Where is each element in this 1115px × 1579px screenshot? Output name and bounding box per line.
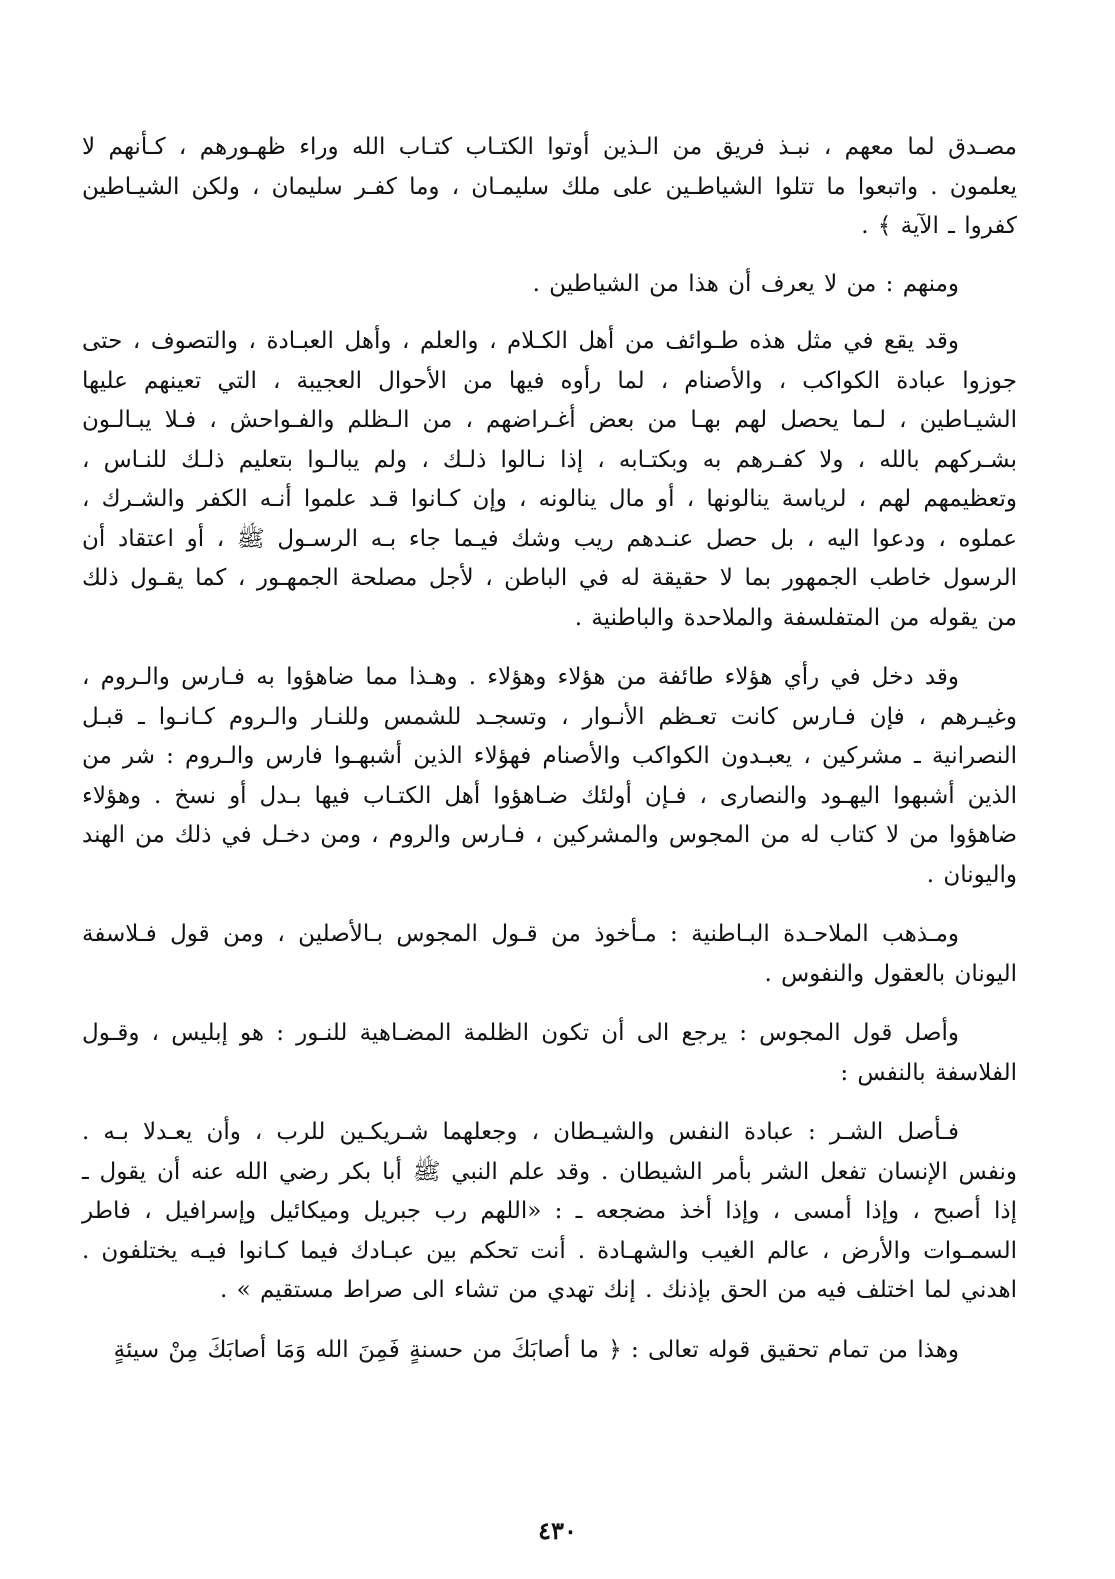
paragraph: وأصل قول المجوس : يرجع الى أن تكون الظلمة المضـاهية للنـور : هو إبليس ، وقـول الفلاسفة بالنفس : [82,1020,1017,1086]
paragraph: ومـذهب الملاحـدة البـاطنية : مـأخوذ من قـول المجوس بـالأصلين ، ومن قول فـلاسفة اليونان بالعقول والنفوس . [82,921,1017,987]
paragraph: وقد دخل في رأي هؤلاء طائفة من هؤلاء وهؤلاء . وهـذا مما ضاهؤوا به فـارس والـروم ، وغيـرهم ، فإن فـارس كانت تعـظم الأنـوار ، وتسجـد للشمس وللنـار والـروم كـانـوا ـ قبـل النصرانية ـ مشركين ، يعبـدون الكواكب والأصنام فهؤلاء الذين أشبهـوا فارس والـروم : شر من الذين أشبهوا اليهـود والنصارى ، فـإن أولئك ضـاهؤوا أهل الكتـاب فيها بـدل أو نسخ . وهؤلاء ضاهؤوا من لا كتاب له من المجوس والمشركين ، فـارس والروم ، ومن دخـل في ذلك من الهند واليونان . [82,664,1017,888]
paragraph: وقد يقع في مثل هذه طـوائف من أهل الكـلام ، والعلم ، وأهل العبـادة ، والتصوف ، حتى جوزوا عبادة الكواكب ، والأصنام ، لما رأوه فيها من الأحوال العجيبة ، التي تعينهم عليها الشيـاطين ، لـما يحصل لهم بهـا من بعض أغـراضهم ، من الـظلم والفـواحش ، فـلا يبـالـون بشـركهم بالله ، ولا كفـرهم به وبكتـابه ، إذا نـالوا ذلـك ، ولم يبالـوا بتعليم ذلـك للنـاس ، وتعظيمهم لهم ، لرياسة ينالونها ، أو مال ينالونه ، وإن كـانوا قـد علموا أنـه الكفر والشـرك ، عملوه ، ودعوا اليه ، بل حصل عنـدهم ريب وشك فيـما جاء بـه الرسـول ﷺ ، أو اعتقاد أن الرسول خاطب الجمهور بما لا حقيقة له في الباطن ، لأجل مصلحة الجمهـور ، كما يقـول ذلك من يقوله من المتفلسفة والملاحدة والباطنية . [82,328,1017,631]
paragraph: وهذا من تمام تحقيق قوله تعالى : ﴿ ما أصابَكَ من حسنةٍ فَمِنَ الله وَمَا أصابَكَ مِنْ سيئةٍ [113,1336,959,1363]
paragraph: مصـدق لما معهم ، نبـذ فريق من الـذين أوتوا الكتـاب كتـاب الله وراء ظهـورهم ، كـأنهم لا يعلمون . واتبعوا ما تتلوا الشياطـين على ملك سليمـان ، وما كفـر سليمان ، ولكن الشيـاطين كفروا ـ الآية ﴾ . [82,134,1017,239]
paragraph: فـأصل الشـر : عبادة النفس والشيـطان ، وجعلهما شـريكـين للرب ، وأن يعـدلا بـه . ونفس الإنسان تفعل الشر بأمر الشيطان . وقد علم النبي ﷺ أبا بكر رضي الله عنه أن يقول ـ إذا أصبح ، وإذا أمسى ، وإذا أخذ مضجعه ـ : «اللهم رب جبريل وميكائيل وإسرافيل ، فاطر السمـوات والأرض ، عالم الغيب والشهـادة . أنت تحكم بين عبـادك فيما كـانوا فيـه يختلفون . اهدني لما اختلف فيه من الحق بإذنك . إنك تهدي من تشاء الى صراط مستقيم » . [82,1119,1018,1303]
document-page [82,128,1017,1498]
page-number: ٤٣٠ [538,1516,577,1545]
paragraph: ومنهم : من لا يعرف أن هذا من الشياطين . [532,270,959,297]
